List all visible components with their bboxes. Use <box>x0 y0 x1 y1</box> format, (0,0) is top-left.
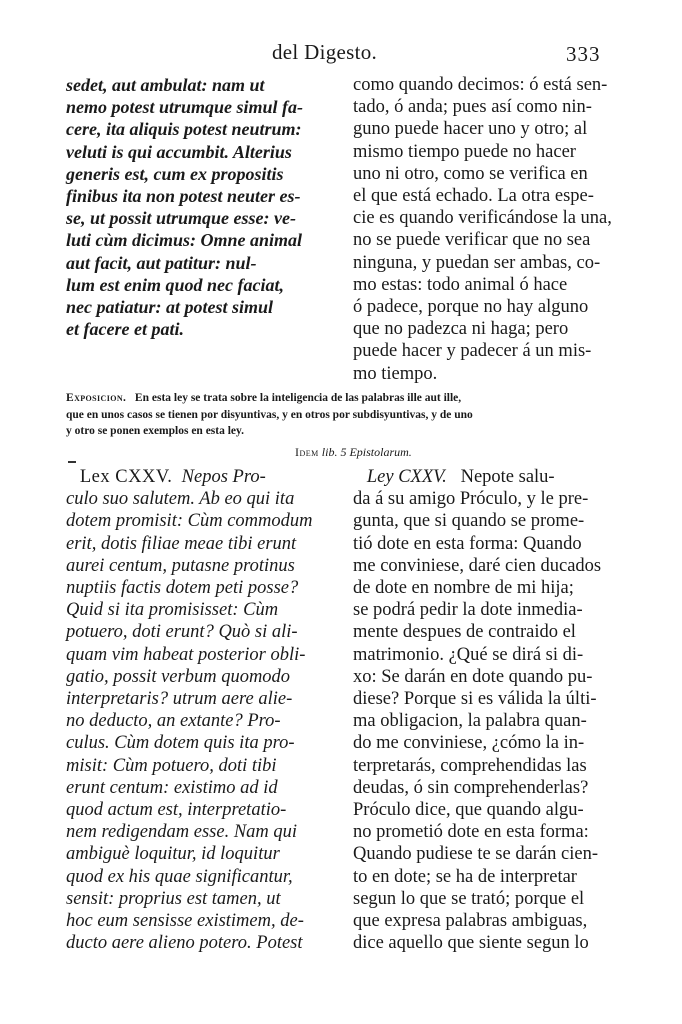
spanish-line: tado, ó anda; pues así como nin- <box>353 97 592 118</box>
latin-line: quod actum est, interpretatio- <box>66 800 287 821</box>
exposicion-text: En esta ley se trata sobre la inteligencia de las palabras ille aut ille, <box>134 392 462 404</box>
source-citation <box>295 445 412 460</box>
spanish-line: diese? Porque si es válida la últi- <box>353 689 597 710</box>
latin-line: et facere et pati. <box>66 319 184 340</box>
latin-line: finibus ita non potest neuter es- <box>66 186 301 207</box>
spanish-line: no prometió dote en esta forma: <box>353 822 589 843</box>
latin-line: hoc eum sensisse existimem, de- <box>66 911 304 932</box>
latin-line: culo suo salutem. Ab eo qui ita <box>66 489 295 510</box>
latin-line: sedet, aut ambulat: nam ut <box>66 75 265 95</box>
spanish-line: que no padezca ni haga; pero <box>353 319 569 340</box>
latin-line: interpretaris? utrum aere alie- <box>66 689 293 710</box>
latin-line: generis est, cum ex propositis <box>66 163 284 184</box>
source-reference: lib. 5 Epistolarum. <box>321 445 412 459</box>
latin-line: veluti is qui accumbit. Alterius <box>66 141 292 162</box>
latin-column-1 <box>66 74 334 340</box>
latin-line: gatio, possit verbum quomodo <box>66 666 291 687</box>
latin-line: aurei centum, putasne protinus <box>66 555 295 576</box>
latin-line: lum est enim quod nec faciat, <box>66 274 284 295</box>
ley-heading: Ley CXXV. <box>366 467 447 487</box>
exposicion-line: y otro se ponen exemplos en esta ley. <box>66 425 245 437</box>
latin-line: Nepos Pro- <box>181 467 266 487</box>
spanish-line-lead <box>353 466 619 488</box>
latin-line: nec patiatur: at potest simul <box>66 297 274 318</box>
source-author: Idem <box>295 445 319 459</box>
latin-line: nuptiis factis dotem peti posse? <box>66 578 299 599</box>
spanish-line: ninguna, y puedan ser ambas, co- <box>353 252 601 273</box>
spanish-line: tió dote en esta forma: Quando <box>353 533 582 554</box>
latin-line: Quid si ita promisisset: Cùm <box>66 600 279 621</box>
spanish-line: me conviniese, daré cien ducados <box>353 555 602 576</box>
latin-column-2 <box>66 466 336 954</box>
latin-line: se, ut possit utrumque esse: ve- <box>66 208 297 229</box>
latin-line: misit: Cùm potuero, doti tibi <box>66 755 277 776</box>
spanish-line: gunta, que si quando se prome- <box>353 511 585 532</box>
spanish-line: puede hacer y padecer á un mis- <box>353 341 592 362</box>
latin-line: cere, ita aliquis potest neutrum: <box>66 119 302 140</box>
spanish-column-2 <box>353 466 619 954</box>
latin-line: quam vim habeat posterior obli- <box>66 644 306 665</box>
spanish-line: deudas, ó sin comprehenderlas? <box>353 777 589 798</box>
spanish-line: ma obligacion, la palabra quan- <box>353 711 587 732</box>
latin-line: dotem promisit: Cùm commodum <box>66 511 313 532</box>
latin-line: culus. Cùm dotem quis ita pro- <box>66 733 295 754</box>
spanish-line: mismo tiempo puede no hacer <box>353 141 576 162</box>
latin-line-lead <box>66 466 336 488</box>
latin-line: erunt centum: existimo ad id <box>66 777 278 798</box>
latin-line: sensit: proprius est tamen, ut <box>66 888 281 909</box>
spanish-line: como quando decimos: ó está sen- <box>353 75 608 95</box>
lex-heading: Lex CXXV. <box>79 467 173 487</box>
spanish-line: cie es quando verificándose la una, <box>353 208 612 229</box>
spanish-line: Quando pudiese te se darán cien- <box>353 844 599 865</box>
latin-line: nem redigendam esse. Nam qui <box>66 822 298 843</box>
spanish-line: mente despues de contraido el <box>353 622 576 643</box>
spanish-line: do me conviniese, ¿cómo la in- <box>353 733 585 754</box>
spanish-line: Nepote salu- <box>460 467 555 487</box>
latin-line: ambiguè loquitur, id loquitur <box>66 844 280 865</box>
spanish-line: el que está echado. La otra espe- <box>353 186 594 207</box>
spanish-line: dice aquello que siente segun lo <box>353 933 589 954</box>
latin-line: nemo potest utrumque simul fa- <box>66 97 304 118</box>
spanish-line: no se puede verificar que no sea <box>353 230 591 251</box>
spanish-line: que expresa palabras ambiguas, <box>353 911 588 932</box>
spanish-line: uno ni otro, como se verifica en <box>353 163 588 184</box>
latin-line: potuero, doti erunt? Quò si ali- <box>66 622 298 643</box>
spanish-line: guno puede hacer uno y otro; al <box>353 119 588 140</box>
spanish-line: matrimonio. ¿Qué se dirá si di- <box>353 644 584 665</box>
running-head <box>0 40 682 70</box>
dash-mark <box>68 461 76 463</box>
exposicion-heading: Exposicion. <box>66 392 127 404</box>
latin-line: ducto aere alieno potero. Potest <box>66 933 303 954</box>
exposicion-note <box>66 390 626 440</box>
spanish-line: de dote en nombre de mi hija; <box>353 578 574 599</box>
latin-line: no deducto, an extante? Pro- <box>66 711 281 732</box>
spanish-line: ó padece, porque no hay alguno <box>353 297 589 318</box>
spanish-line: Próculo dice, que quando algu- <box>353 800 584 821</box>
spanish-line: xo: Se darán en dote quando pu- <box>353 666 593 687</box>
spanish-line: segun lo que se trató; porque el <box>353 888 585 909</box>
spanish-line: to en dote; se ha de interpretar <box>353 866 577 887</box>
spanish-column-1 <box>353 74 619 385</box>
latin-line: erit, dotis filiae meae tibi erunt <box>66 533 297 554</box>
exposicion-line-1 <box>66 390 626 407</box>
latin-line: luti cùm dicimus: Omne animal <box>66 230 303 251</box>
spanish-line: da á su amigo Próculo, y le pre- <box>353 489 589 510</box>
spanish-line: terpretarás, comprehendidas las <box>353 755 587 776</box>
page-number: 333 <box>566 42 601 66</box>
spanish-line: se podrá pedir la dote inmedia- <box>353 600 583 621</box>
spanish-line: mo estas: todo animal ó hace <box>353 274 568 295</box>
running-title: del Digesto. <box>272 40 378 64</box>
latin-line: quod ex his quae significantur, <box>66 866 293 887</box>
exposicion-line: que en unos casos se tienen por disyuntivas, y en otros por subdisyuntivas, y de uno <box>66 408 473 421</box>
latin-line: aut facit, aut patitur: nul- <box>66 252 257 273</box>
spanish-line: mo tiempo. <box>353 363 438 384</box>
